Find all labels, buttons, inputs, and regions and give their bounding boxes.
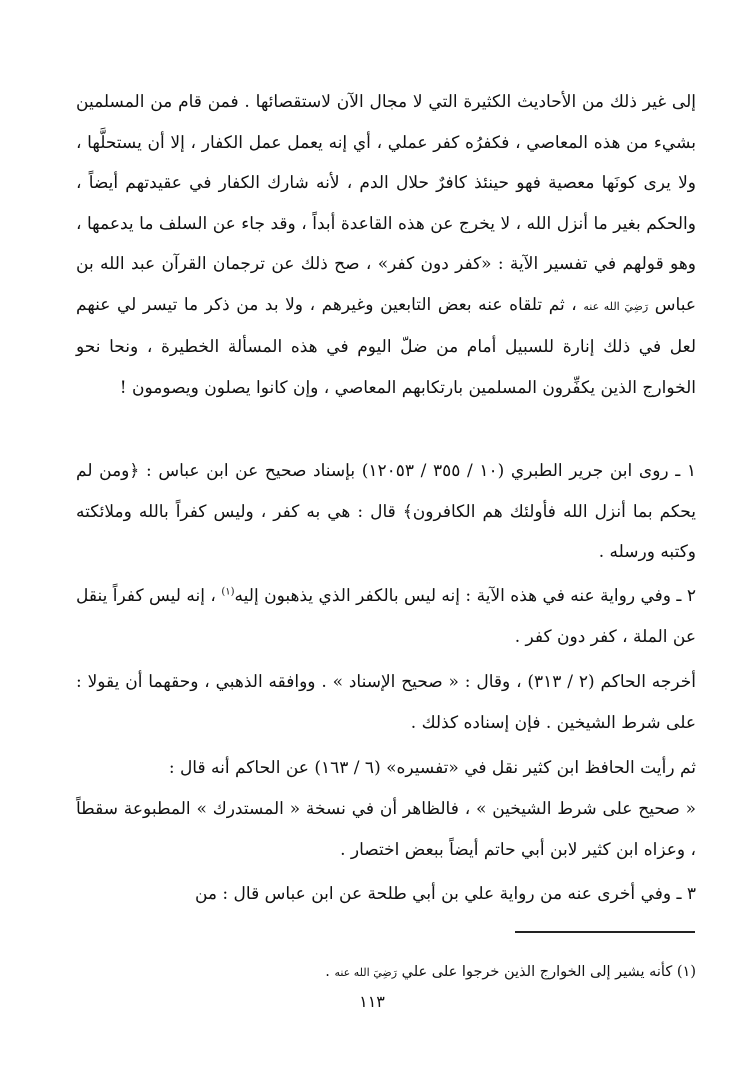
paragraph-2-text-continued: ، إنه ليس كفراً ينقل عن الملة ، كفر دون كفر . <box>76 586 696 647</box>
paragraph-6: ٣ ـ وفي أخرى عنه من رواية علي بن أبي طلحة عن ابن عباس قال : من <box>194 884 696 904</box>
footnote-text: كأنه يشير إلى الخوارج الذين خرجوا على علي <box>401 963 673 980</box>
page-number: ١١٣ <box>359 992 385 1011</box>
footnote-end: . <box>325 963 330 980</box>
paragraph-4: ثم رأيت الحافظ ابن كثير نقل في «تفسيره» (٦ / ١٦٣) عن الحاكم أنه قال : <box>168 758 696 778</box>
paragraph-5: « صحيح على شرط الشيخين » ، فالظاهر أن في نسخة « المستدرك » المطبوعة سقطاً ، وعزاه ابن كثير لابن أبي حاتم أيضاً ببعض اختصار . <box>76 799 696 860</box>
paragraph-2 <box>76 576 696 657</box>
paragraph-1: ١ ـ روى ابن جرير الطبري (١٠ / ٣٥٥ / ١٢٠٥٣) بإسناد صحيح عن ابن عباس : ﴿ومن لم يحكم بما أنزل الله فأولئك هم الكافرون﴾ قال : هي به كفر ، وليس كفراً بالله وملائكته وكتبه ورسله . <box>76 461 696 562</box>
footnote-honorific: رَضِيَ الله عنه <box>334 965 398 979</box>
paragraph-3: أخرجه الحاكم (٢ / ٣١٣) ، وقال : « صحيح الإسناد » . ووافقه الذهبي ، وحقهما أن يقولا : على شرط الشيخين . فإن إسناده كذلك . <box>76 672 696 733</box>
intro-text: إلى غير ذلك من الأحاديث الكثيرة التي لا مجال الآن لاستقصائها . فمن قام من المسلمين بشيء من هذه المعاصي ، فكفرُه كفر عملي ، أي إنه يعمل عمل الكفار ، إلا أن يستحلَّها ، ولا يرى كونَها معصية فهو حينئذ كافرٌ حلال الدم ، لأنه شارك الكفار في عقيدتهم أيضاً ، والحكم بغير ما أنزل الله ، لا يخرج عن هذه القاعدة أبداً ، وقد جاء عن السلف ما يدعمها ، وهو قولهم في تفسير الآية : «كفر دون كفر» ، صح ذلك عن ترجمان القرآن عبد الله بن عباس <box>76 92 696 315</box>
intro-paragraph <box>76 82 696 408</box>
footnote <box>76 960 696 985</box>
footnote-divider <box>515 931 695 933</box>
footnote-marker: (١) <box>676 963 696 980</box>
intro-text-continued: ، ثم تلقاه عنه بعض التابعين وغيرهم ، ولا بد من ذكر ما تيسر لي عنهم لعل في ذلك إنارة للسبيل أمام من ضلّ اليوم في هذه المسألة الخطيرة ، ونحا نحو الخوارج الذين يكفِّرون المسلمين بارتكابهم المعاصي ، وإن كانوا يصلون ويصومون ! <box>76 294 696 398</box>
footnote-reference[interactable]: (١) <box>221 586 235 598</box>
paragraph-2-text: ٢ ـ وفي رواية عنه في هذه الآية : إنه ليس بالكفر الذي يذهبون إليه <box>234 586 696 606</box>
honorific-text: رَضِيَ الله عنه <box>583 299 649 313</box>
